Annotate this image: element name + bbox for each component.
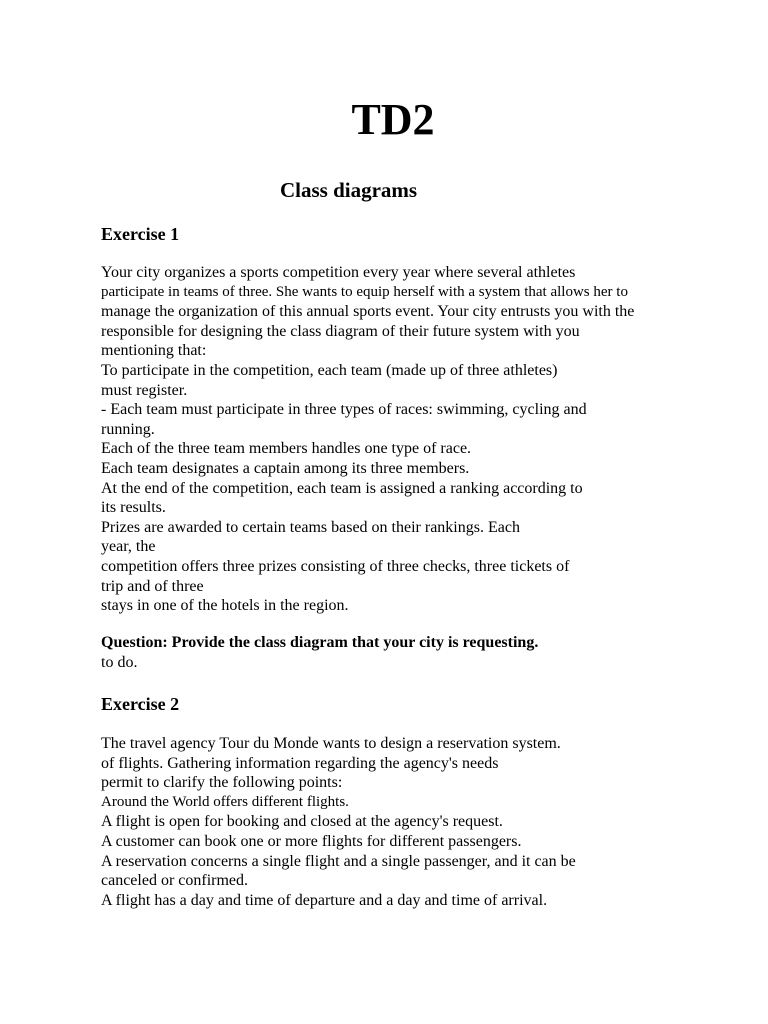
body-line: Your city organizes a sports competition every year where several athletes xyxy=(101,264,576,281)
body-line: responsible for designing the class diagram of their future system with you xyxy=(101,322,580,340)
body-line: year, the xyxy=(101,538,156,556)
exercise-2-heading: Exercise 2 xyxy=(101,694,180,714)
body-line: running. xyxy=(101,420,155,438)
page-subtitle: Class diagrams xyxy=(280,178,418,202)
body-line: competition offers three prizes consisting of three checks, three tickets of xyxy=(101,557,570,575)
body-line: Each team designates a captain among its three members. xyxy=(101,459,470,477)
body-line: permit to clarify the following points: xyxy=(101,774,343,792)
exercise-1-body xyxy=(101,263,741,616)
body-line: A customer can book one or more flights for different passengers. xyxy=(101,832,522,850)
body-line: stays in one of the hotels in the region. xyxy=(101,597,349,615)
exercise-1-heading: Exercise 1 xyxy=(101,224,180,244)
body-line: - Each team must participate in three types of races: swimming, cycling and xyxy=(101,401,587,419)
question-text: Question: Provide the class diagram that your city is requesting. xyxy=(101,634,539,651)
body-line: participate in teams of three. She wants to equip herself with a system that allows her to xyxy=(101,283,628,300)
body-line: trip and of three xyxy=(101,577,204,595)
body-line: mentioning that: xyxy=(101,342,207,360)
body-line: At the end of the competition, each team is assigned a ranking according to xyxy=(101,479,583,497)
body-line: A flight is open for booking and closed at the agency's request. xyxy=(101,813,503,831)
body-line: of flights. Gathering information regarding the agency's needs xyxy=(101,754,499,772)
body-line: its results. xyxy=(101,499,166,517)
body-line: The travel agency Tour du Monde wants to design a reservation system. xyxy=(101,735,561,752)
question-continuation: to do. xyxy=(101,653,138,671)
body-line: must register. xyxy=(101,381,188,399)
body-line: Each of the three team members handles one type of race. xyxy=(101,440,472,458)
body-line: A reservation concerns a single flight and a single passenger, and it can be xyxy=(101,852,576,870)
exercise-2-body xyxy=(101,734,741,910)
body-line: To participate in the competition, each team (made up of three athletes) xyxy=(101,361,558,379)
exercise-1-question xyxy=(101,633,741,672)
body-line: Prizes are awarded to certain teams based on their rankings. Each xyxy=(101,518,520,536)
page-title: TD2 xyxy=(351,95,435,144)
body-line: Around the World offers different flights. xyxy=(101,793,349,810)
body-line: A flight has a day and time of departure and a day and time of arrival. xyxy=(101,891,548,909)
body-line: canceled or confirmed. xyxy=(101,872,249,890)
body-line: manage the organization of this annual sports event. Your city entrusts you with the xyxy=(101,303,635,321)
